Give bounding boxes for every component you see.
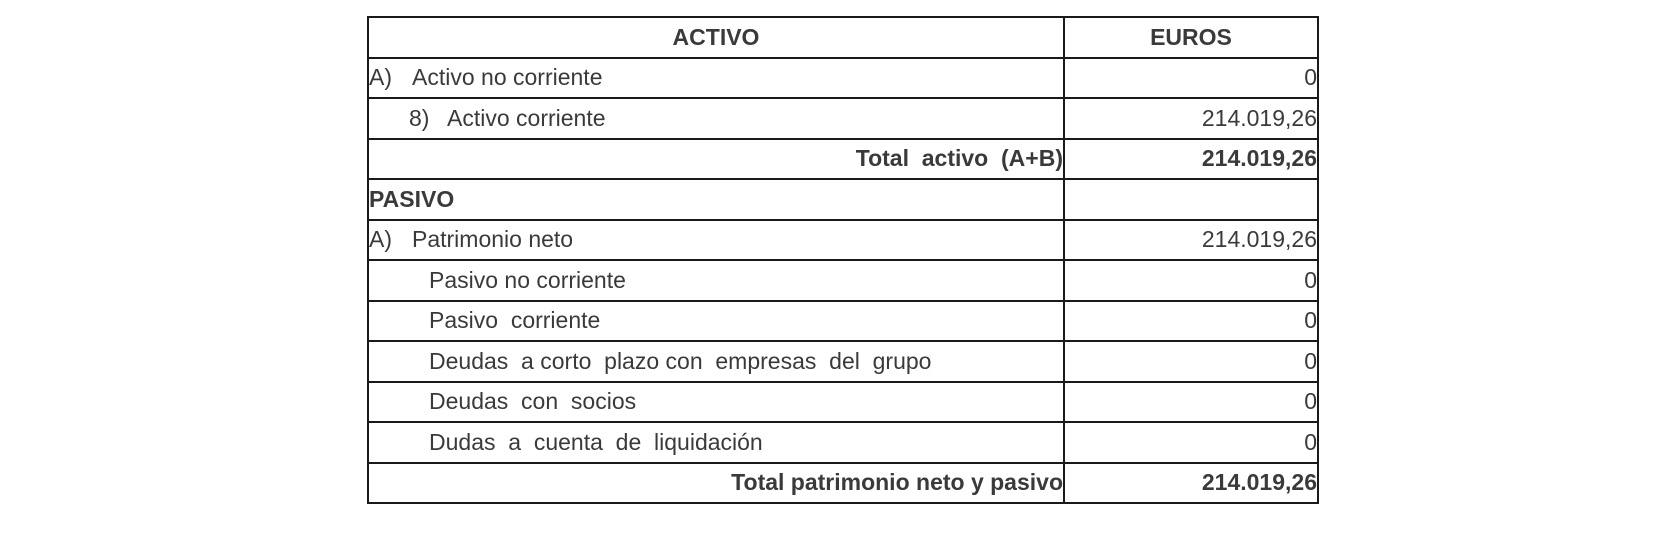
total-activo-row — [368, 139, 1318, 180]
row-amount: 0 — [1064, 422, 1318, 463]
table-row — [368, 260, 1318, 301]
euros-header: EUROS — [1064, 17, 1318, 58]
total-pasivo-amount: 214.019,26 — [1064, 463, 1318, 504]
row-amount: 0 — [1064, 341, 1318, 382]
header-row — [368, 17, 1318, 58]
row-label — [368, 98, 1064, 139]
total-activo-amount: 214.019,26 — [1064, 139, 1318, 180]
row-label: Deudas a corto plazo con empresas del grupo — [368, 341, 1064, 382]
table-row — [368, 58, 1318, 99]
row-label-text: Patrimonio neto — [412, 226, 574, 253]
row-prefix: A) — [369, 64, 392, 91]
row-amount: 0 — [1064, 58, 1318, 99]
total-pasivo-label: Total patrimonio neto y pasivo — [368, 463, 1064, 504]
table-row — [368, 301, 1318, 342]
row-amount: 0 — [1064, 301, 1318, 342]
total-activo-label: Total activo (A+B) — [368, 139, 1064, 180]
table-row — [368, 422, 1318, 463]
row-label: Dudas a cuenta de liquidación — [368, 422, 1064, 463]
activo-header: ACTIVO — [368, 17, 1064, 58]
row-label-text: Activo corriente — [447, 104, 606, 131]
row-label: Pasivo no corriente — [368, 260, 1064, 301]
row-amount: 214.019,26 — [1064, 220, 1318, 261]
table-row — [368, 382, 1318, 423]
row-label: Deudas con socios — [368, 382, 1064, 423]
pasivo-header: PASIVO — [368, 179, 1064, 220]
table-row — [368, 98, 1318, 139]
row-label: Pasivo corriente — [368, 301, 1064, 342]
row-label-text: Activo no corriente — [412, 64, 603, 91]
row-prefix: 8) — [409, 104, 430, 131]
total-pasivo-row — [368, 463, 1318, 504]
row-amount: 0 — [1064, 382, 1318, 423]
row-amount: 214.019,26 — [1064, 98, 1318, 139]
pasivo-header-empty-cell — [1064, 179, 1318, 220]
balance-sheet-table — [367, 16, 1319, 504]
row-prefix: A) — [369, 226, 392, 253]
pasivo-header-row — [368, 179, 1318, 220]
table-row — [368, 220, 1318, 261]
row-amount: 0 — [1064, 260, 1318, 301]
row-label — [368, 58, 1064, 99]
row-label — [368, 220, 1064, 261]
table-row — [368, 341, 1318, 382]
